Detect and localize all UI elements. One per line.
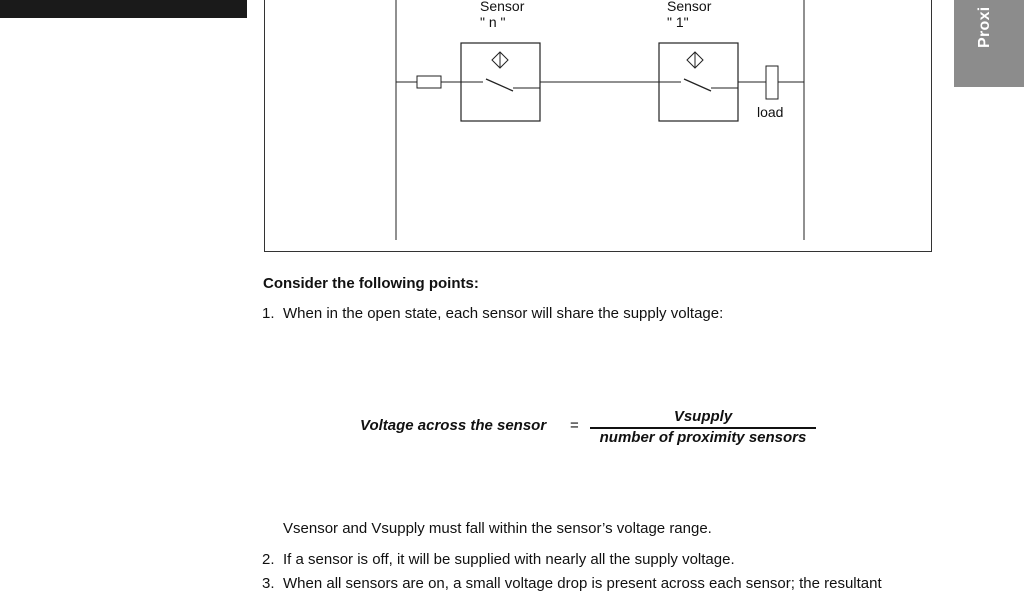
list-item-2: If a sensor is off, it will be supplied with nearly all the supply voltage. — [283, 551, 735, 568]
fuse-symbol — [417, 76, 441, 88]
note-text: Vsensor and Vsupply must fall within the sensor’s voltage range. — [283, 520, 712, 537]
section-tab-label: Proxi — [976, 6, 993, 48]
list-item-1: When in the open state, each sensor will share the supply voltage: — [283, 305, 724, 322]
sensor-1-index: " 1" — [667, 14, 689, 30]
list-number-1: 1. — [262, 305, 275, 322]
formula-numerator: Vsupply — [673, 408, 733, 425]
list-item-3: When all sensors are on, a small voltage drop is present across each sensor; the resultant — [283, 575, 882, 592]
wiring-diagram — [264, 0, 932, 252]
section-tab — [954, 0, 1024, 87]
list-number-3: 3. — [262, 575, 275, 592]
sensor-n-index: " n " — [480, 14, 506, 30]
list-number-2: 2. — [262, 551, 275, 568]
load-symbol — [766, 66, 778, 99]
wiring-diagram-svg — [265, 0, 931, 251]
sensor-n-label: Sensor — [480, 0, 525, 14]
section-heading: Consider the following points: — [263, 275, 479, 292]
header-bar — [0, 0, 247, 18]
sensor-1-label: Sensor — [667, 0, 712, 14]
formula-denominator: number of proximity sensors — [599, 429, 807, 446]
load-label: load — [757, 104, 784, 120]
formula-lhs: Voltage across the sensor — [360, 417, 547, 434]
formula-equals: = — [570, 417, 579, 434]
